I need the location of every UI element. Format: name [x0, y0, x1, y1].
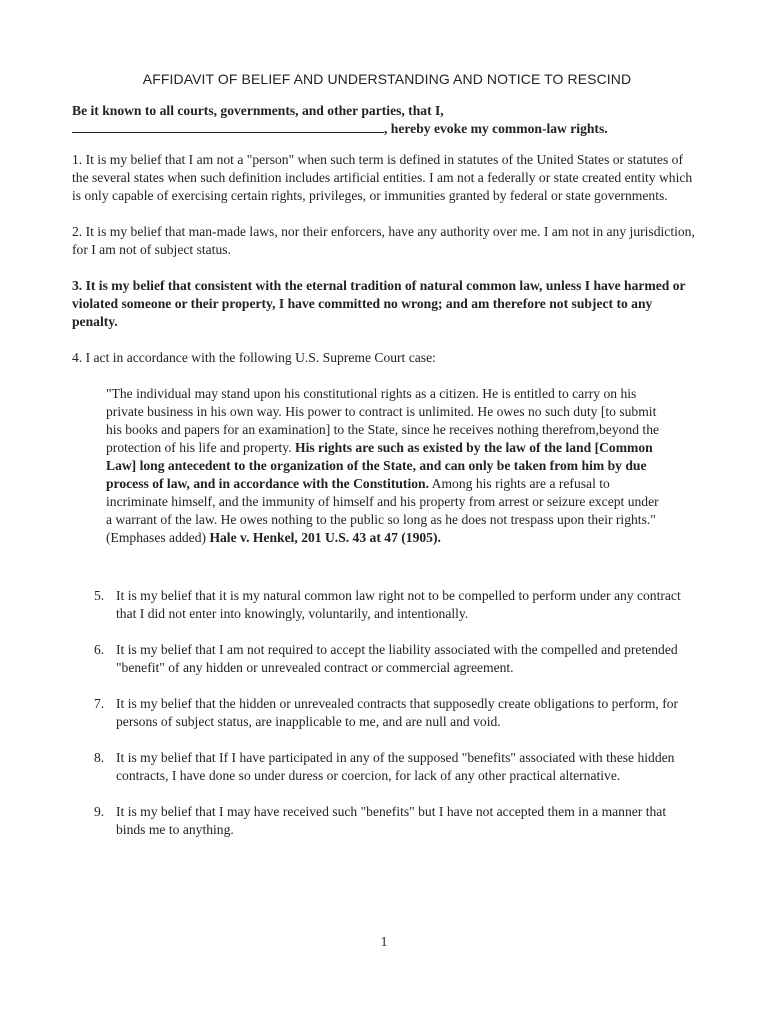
paragraph-4: 4. I act in accordance with the following U.S. Supreme Court case:	[72, 350, 436, 365]
list-item-number: 6.	[94, 642, 105, 657]
list-item	[72, 587, 698, 623]
list-item-text: It is my belief that I am not required to accept the liability associated with the compelled and pretended "benefit" of any hidden or unrevealed contract or commercial agreement.	[116, 642, 678, 675]
list-item-number: 9.	[94, 804, 105, 819]
list-item	[72, 695, 698, 731]
quote-emphasis: His rights are such as existed by the law of the land [Common Law] long antecedent to the organization of the State, and can only be taken from him by due process of law, and in accordance with the Constitution.	[106, 440, 653, 491]
document-title: AFFIDAVIT OF BELIEF AND UNDERSTANDING AND NOTICE TO RESCIND	[142, 71, 632, 87]
intro-line-1: Be it known to all courts, governments, and other parties, that I,	[72, 103, 444, 118]
court-case-quote	[106, 385, 666, 547]
list-item-text: It is my belief that If I have participated in any of the supposed "benefits" associated with these hidden contracts, I have done so under duress or coercion, for lack of any other practical alternative.	[116, 750, 675, 783]
list-item-text: It is my belief that I may have received such "benefits" but I have not accepted them in a manner that binds me to anything.	[116, 804, 667, 837]
intro-statement	[72, 102, 698, 138]
list-item-number: 8.	[94, 750, 105, 765]
intro-line-2	[72, 120, 698, 138]
list-item-number: 7.	[94, 696, 105, 711]
list-item	[72, 749, 698, 785]
quote-citation: Hale v. Henkel, 201 U.S. 43 at 47 (1905).	[209, 530, 441, 545]
belief-list	[72, 587, 698, 839]
paragraph-1: 1. It is my belief that I am not a "person" when such term is defined in statutes of the United States or statutes of the several states when such definition includes artificial entities. I am not a federally or state created entity which is only capable of exercising certain rights, privileges, or immunities granted by federal or state governments.	[72, 152, 693, 203]
name-blank-line	[72, 120, 384, 133]
quote-part-2: Among his rights are a refusal to incriminate himself, and the immunity of himself and his property from arrest or seizure except under a warrant of the law. He owes nothing to the public so long as he does not trespass upon their rights."(Emphases added)	[106, 476, 659, 545]
list-item-number: 5.	[94, 588, 105, 603]
list-item-text: It is my belief that it is my natural common law right not to be compelled to perform under any contract that I did not enter into knowingly, voluntarily, and intentionally.	[116, 588, 681, 621]
quote-part-1: "The individual may stand upon his constitutional rights as a citizen. He is entitled to carry on his private business in his own way. His power to contract is unlimited. He owes no such duty [to submit his books and papers for an examination] to the State, since he receives nothing therefrom,beyond the protection of his life and property.	[106, 386, 660, 455]
intro-line-2-text: , hereby evoke my common-law rights.	[384, 121, 608, 136]
paragraph-2: 2. It is my belief that man-made laws, nor their enforcers, have any authority over me. I am not in any jurisdiction, for I am not of subject status.	[72, 224, 695, 257]
list-item-text: It is my belief that the hidden or unrevealed contracts that supposedly create obligations to perform, for persons of subject status, are inapplicable to me, and are null and void.	[116, 696, 679, 729]
page-number: 1	[380, 934, 388, 949]
list-item	[72, 803, 698, 839]
paragraph-3: 3. It is my belief that consistent with the eternal tradition of natural common law, unless I have harmed or violated someone or their property, I have committed no wrong; and am therefore not subject to any penalty.	[72, 278, 686, 329]
list-item	[72, 641, 698, 677]
